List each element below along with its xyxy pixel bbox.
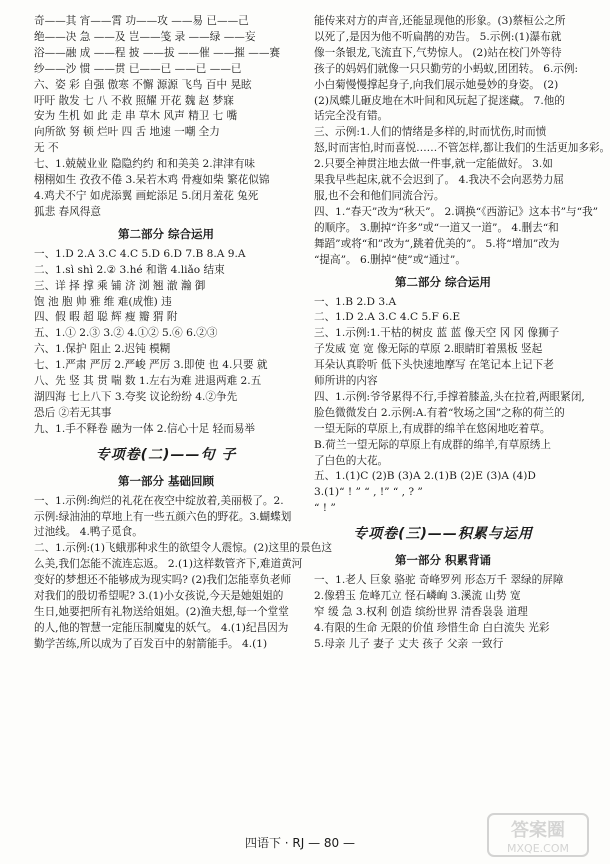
answer-line: 饱 池 胞 帅 雅 维 难(成惟) 违 — [34, 295, 172, 308]
answer-line: 狐悲 春风得意 — [34, 205, 101, 218]
answer-line: 怒,时而害怕,时而喜悦……不管怎样,都让我们的生活更加多彩。 — [314, 142, 610, 155]
answer-line: 3.(1)“ ! ” “ , !” “ , ? ” — [314, 486, 423, 499]
answer-line: 的顺序。 3.删掉“许多”或“一道又一道”。 4.删去“和 — [314, 221, 559, 234]
answer-line: 四、1.“春天”改为“秋天”。 2.调换“《西游记》这本书”与“我” — [314, 205, 599, 218]
answer-line: B.荷兰一望无际的草原上有成群的绵羊,有草原绣上 — [314, 438, 551, 451]
svg-text:MXQE.COM: MXQE.COM — [507, 842, 569, 855]
answer-line: 四、假 暇 超 聪 辉 瘦 瓣 猬 附 — [34, 311, 178, 324]
answer-line: 勤学苦练,所以成为了百发百中的射箭能手。 4.(1) — [34, 637, 268, 650]
answer-line: “ ! ” — [314, 502, 336, 515]
answer-line: 无 不 — [34, 142, 59, 155]
answer-line: 果我早些起床,就不会迟到了。 4.我决不会向恶势力屈 — [314, 174, 564, 187]
answer-line: 六、姿 彩 自强 傲寒 不懈 源源 飞鸟 百中 晃眩 — [34, 78, 252, 91]
answer-line: 服,也不会和他们同流合污。 — [314, 189, 445, 202]
answer-line: 的人,他的智慧一定能压制魔鬼的妖气。 4.(1)纪昌因为 — [34, 621, 289, 634]
answer-line: 以死了,是因为他不听扁鹊的劝告。 5.示例:(1)瀑布就 — [314, 30, 562, 43]
answer-line: 示例:绿油油的草地上有一些五颜六色的野花。3.蝴蝶划 — [34, 510, 292, 523]
section-heading: 第一部分 积累背诵 — [394, 553, 491, 568]
watermark-logo — [486, 812, 590, 858]
answer-line: 五、1.(1)C (2)B (3)A 2.(1)B (2)E (3)A (4)D — [314, 470, 536, 483]
answer-line: 子发威 宽 宽 像无际的草原 2.眼睛盯着黑板 竖起 — [314, 343, 543, 356]
answer-line: 生日,她要把所有礼物送给姐姐。(2)渔夫想,每一个堂堂 — [34, 606, 289, 618]
answer-line: 四、1.示例:爷爷累得不行,手撑着膝盖,头在拉着,两眼紧闭, — [314, 390, 585, 403]
unit-title: 专项卷(二)——句 子 — [95, 446, 237, 463]
answer-line: 八、先 竖 其 贯 喘 数 1.左右为难 进退两难 2.五 — [34, 375, 262, 388]
answer-line: 湖四海 七上八下 3.夸奖 议论纷纷 4.②争先 — [34, 390, 238, 403]
answer-line: 一、1.D 2.A 3.C 4.C 5.D 6.D 7.B 8.A 9.A — [34, 247, 246, 260]
answer-line: 2.只要全神贯注地去做一件事,就一定能做好。 3.如 — [314, 158, 553, 171]
answer-line: 话完全没有错。 — [314, 110, 389, 123]
answer-line: 五、1.① 2.③ 3.② 4.①② 5.⑥ 6.②③ — [34, 327, 218, 340]
answer-line: 绝——决 急 ——及 岂——笺 录 ——绿 ——妄 — [34, 30, 256, 43]
answer-line: 浴——融 成 ——程 披 ——拔 ——催 ——摧 ——赛 — [34, 46, 281, 59]
answer-line: 像一条银龙,飞流直下,气势惊人。 (2)站在校门外等待 — [314, 46, 562, 59]
answer-line: 一、1.B 2.D 3.A — [314, 295, 397, 308]
answer-line: 窄 缓 急 3.权利 创造 缤纷世界 清香袅袅 道理 — [314, 606, 528, 618]
svg-text:答案圈: 答案圈 — [511, 820, 565, 841]
answer-line: “提高”。 6.删掉“使”或“通过”。 — [314, 253, 466, 266]
answer-line: 小白菊慢慢撑起身子,向我们展示她曼妙的身姿。 (2) — [314, 78, 559, 91]
answer-line: 吁吁 散发 七 八 不救 照耀 开花 魏 赵 梦寐 — [34, 94, 234, 107]
answer-line: 么美,我们怎能不流连忘返。 2.(1)这样数管齐下,难道黄河 — [34, 558, 303, 571]
answer-line: 舞蹈”或将“和”改为“,跳着优美的”。 5.将“增加”改为 — [314, 237, 560, 250]
answer-line: 了白色的大花。 — [314, 454, 389, 467]
section-heading: 第二部分 综合运用 — [117, 226, 214, 241]
section-heading: 第二部分 综合运用 — [394, 274, 491, 289]
answer-line: 九、1.手不释卷 融为一体 2.信心十足 轻而易举 — [34, 422, 256, 435]
answer-line: 三、详 择 撑 乘 铺 济 浏 翘 澈 瀚 御 — [34, 279, 206, 292]
answer-line: 向所欲 努 顿 烂叶 四 舌 地速 一嘲 全力 — [34, 126, 220, 139]
answer-line: 安为 生机 如 此 走 串 草木 风声 精卫 七 嘴 — [34, 110, 238, 123]
section-heading: 第一部分 基础回顾 — [117, 473, 214, 488]
answer-line: 脸色微微发白 2.示例:A.有着“牧场之国”之称的荷兰的 — [314, 406, 565, 419]
answer-line: 二、1.示例:(1)飞蛾那种求生的欲望令人震惊。(2)这里的景色这 — [34, 542, 332, 555]
answer-line: 恐后 ②若无其事 — [34, 406, 112, 419]
answer-line: 耳朵认真聆听 低下头快速地摩写 在笔记本上记下老 — [314, 359, 554, 372]
answer-line: 六、1.保护 阻止 2.迟钝 模糊 — [34, 343, 171, 356]
answer-line: 2.像碧玉 危峰兀立 怪石嶙峋 3.溪流 山势 宽 — [314, 590, 521, 603]
answer-line: 孩子的妈妈们就像一只只勤劳的小蚂蚁,团团转。 6.示例: — [314, 62, 579, 75]
answer-line: 一、1.示例:绚烂的礼花在夜空中绽放着,美丽极了。2. — [34, 494, 284, 507]
answer-line: 三、示例:1.人们的情绪是多样的,时而忧伤,时而愤 — [314, 126, 547, 139]
answer-line: 4.有限的生命 无限的价值 珍惜生命 白白流失 光彩 — [314, 621, 550, 634]
answer-line: 七、1.兢兢业业 隐隐约约 和和美美 2.津津有味 — [34, 158, 256, 171]
right-column — [314, 14, 610, 653]
answer-line: 纱——沙 惯 ——贯 已——已 ——已 ——已 — [34, 62, 242, 75]
page-footer: 四语下 · RJ — 80 — — [244, 836, 356, 850]
answer-line: 三、1.示例:1.干枯的树皮 蓝 蓝 像天空 冈 冈 像狮子 — [314, 327, 560, 340]
unit-title: 专项卷(三)——积累与运用 — [353, 526, 533, 543]
answer-line: 过池线。 4.鸭子觅食。 — [34, 526, 143, 539]
answer-line: 一、1.老人 巨象 骆驼 奇峰罗列 形态万千 翠绿的屏障 — [314, 574, 564, 587]
left-column — [34, 14, 332, 653]
answer-line: 5.母亲 儿子 妻子 丈夫 孩子 父亲 一致行 — [314, 637, 504, 650]
answer-line: 二、1.D 2.A 3.C 4.C 5.F 6.E — [314, 311, 461, 324]
answer-line: 4.鸡犬不宁 如虎添翼 画蛇添足 5.闭月羞花 兔死 — [34, 189, 259, 202]
answer-line: 七、1.严肃 严厉 2.严峻 严厉 3.即使 也 4.只要 就 — [34, 359, 268, 372]
answer-line: 对我们的殷切希望呢? 3.(1)小女孩说,今天是她姐姐的 — [34, 590, 284, 603]
answer-line: 能传来对方的声音,还能显现他的形象。(3)蔡桓公之所 — [314, 15, 566, 27]
answer-line: 师所讲的内容 — [314, 375, 378, 388]
answer-line: 一望无际的草原上,有成群的绵羊在悠闲地吃着草。 — [314, 422, 551, 435]
answer-line: 二、1.sì shì 2.② 3.hé 和谐 4.liǎo 结束 — [34, 263, 225, 276]
answer-line: 栩栩如生 孜孜不倦 3.呆若木鸡 骨瘦如柴 繁花似锦 — [34, 174, 270, 187]
answer-line: 变好的梦想还不能够成为现实吗? (2)我们怎能辜负老师 — [34, 574, 292, 587]
answer-line: 奇——其 宵——霄 功——攻 ——易 已——己 — [34, 15, 249, 27]
answer-line: (2)凤蝶儿砸皮地在木叶间和风玩起了捉迷藏。 7.他的 — [314, 94, 565, 107]
